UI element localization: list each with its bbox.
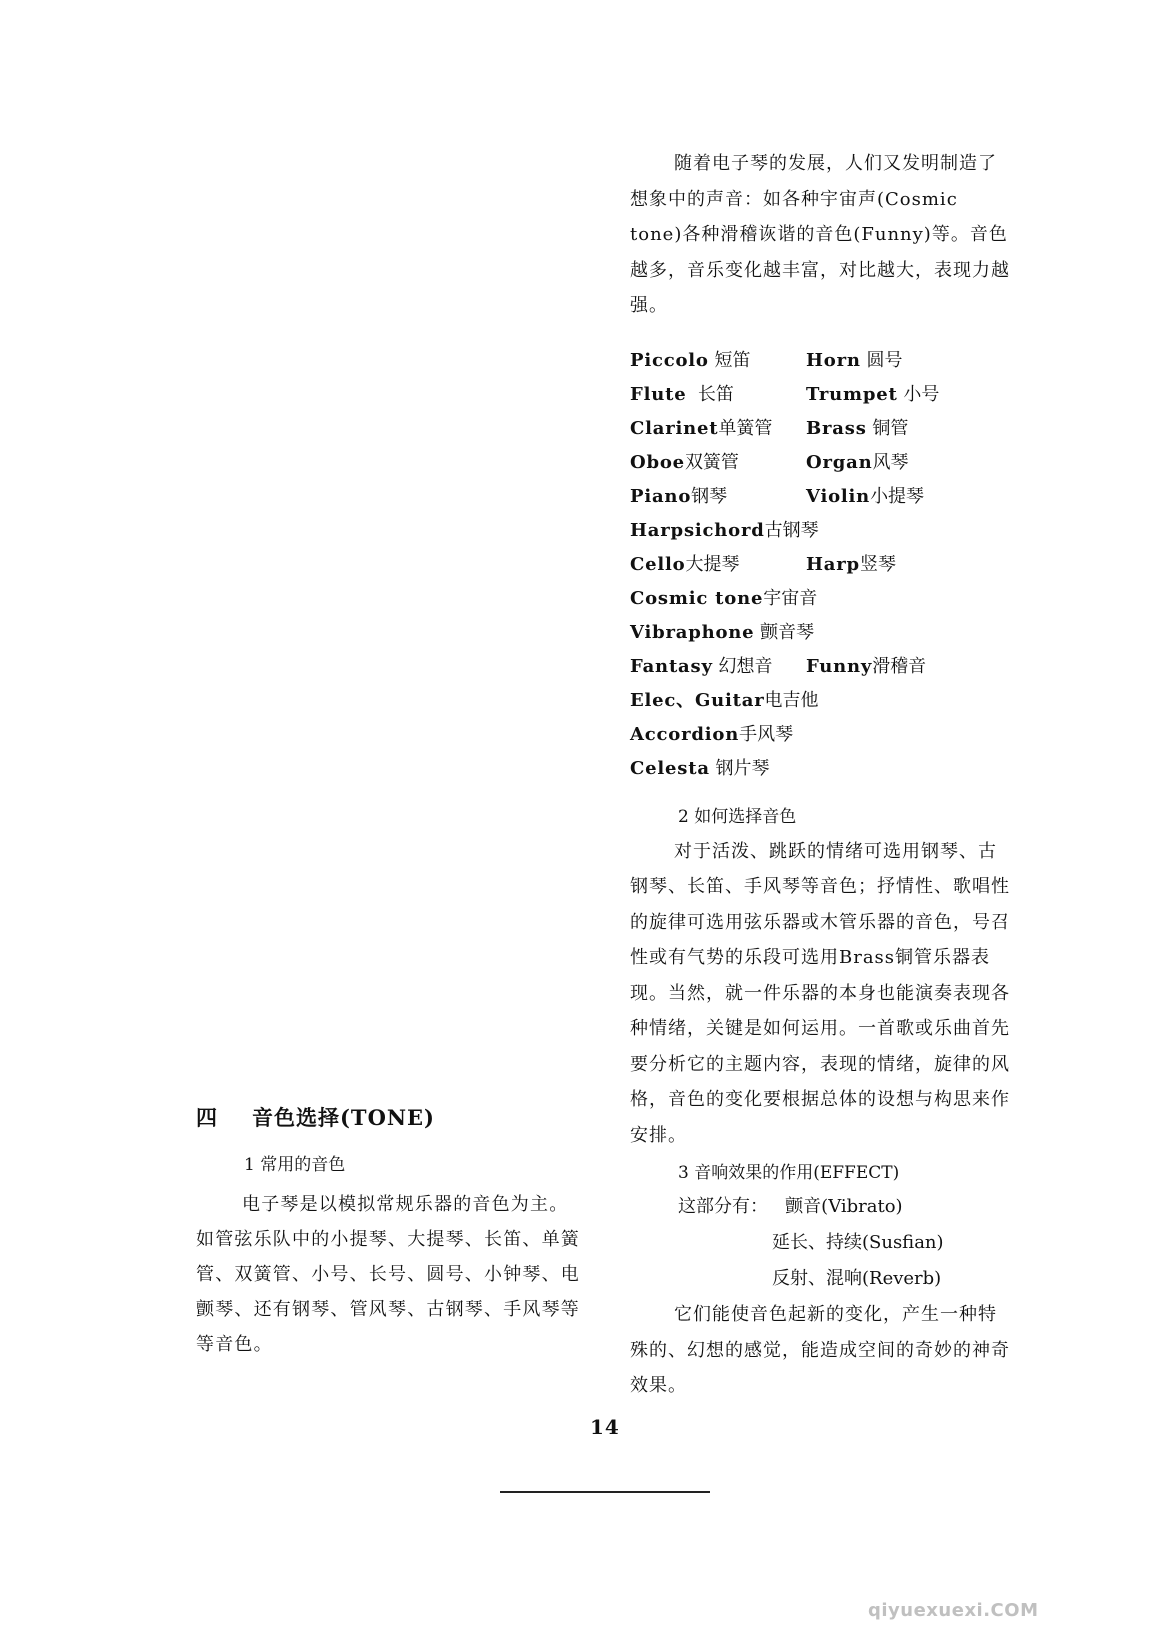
instrument-name-en: Funny	[806, 655, 873, 677]
effect-vibrato: 颤音(Vibrato)	[785, 1196, 903, 1217]
instrument-cell	[630, 482, 806, 508]
instrument-name-en: Harpsichord	[630, 519, 765, 541]
instrument-name-zh: 钢片琴	[709, 757, 770, 779]
subsection-heading-3: 3 音响效果的作用(EFFECT)	[678, 1163, 900, 1183]
instrument-name-zh: 钢琴	[691, 485, 728, 507]
page-number: 14	[590, 1415, 620, 1439]
instrument-name-zh: 短笛	[708, 349, 751, 371]
instrument-cell	[806, 652, 926, 678]
instrument-cell	[630, 618, 814, 644]
instrument-name-zh: 竖琴	[859, 553, 896, 575]
paragraph-choose-tone-text: 对于活泼、跳跃的情绪可选用钢琴、古钢琴、长笛、手风琴等音色；抒情性、歌唱性的旋律可选用弦乐器或木管乐器的音色，号召性或有气势的乐段可选用Brass铜管乐器表现。当然，就一件乐器的本身也能演奏表现各种情绪，关键是如何运用。一首歌或乐曲首先要分析它的主题内容，表现的情绪，旋律的风格，音色的变化要根据总体的设想与构思来作安排。	[630, 840, 1010, 1146]
instrument-row	[630, 682, 1010, 716]
instrument-cell	[630, 584, 817, 610]
instrument-cell	[630, 720, 793, 746]
paragraph-intro-text: 随着电子琴的发展，人们又发明制造了想象中的声音：如各种宇宙声(Cosmic tone)各种滑稽诙谐的音色(Funny)等。音色越多，音乐变化越丰富，对比越大，表现力越强。	[630, 153, 1010, 316]
instrument-name-en: Cello	[630, 553, 686, 575]
instrument-name-zh: 古钢琴	[764, 519, 819, 541]
instrument-name-zh: 滑稽音	[872, 655, 927, 677]
instrument-cell	[630, 380, 806, 406]
instrument-name-en: Horn	[806, 349, 861, 371]
instrument-row	[630, 376, 1010, 410]
instrument-row	[630, 478, 1010, 512]
instrument-row	[630, 512, 1010, 546]
instrument-cell	[630, 754, 770, 780]
paragraph-intro	[630, 146, 1010, 324]
instrument-name-en: Trumpet	[806, 383, 898, 405]
site-watermark: qiyuexuexi.COM	[868, 1600, 1039, 1621]
instrument-row	[630, 648, 1010, 682]
instrument-name-zh: 小提琴	[870, 485, 925, 507]
instrument-row	[630, 750, 1010, 784]
instrument-cell	[806, 550, 896, 576]
instrument-name-en: Celesta	[630, 757, 710, 779]
instrument-cell	[630, 414, 806, 440]
section-title: 音色选择(TONE)	[252, 1105, 435, 1130]
instrument-row	[630, 614, 1010, 648]
instrument-name-zh: 宇宙音	[763, 587, 818, 609]
left-column	[196, 1102, 586, 1362]
instrument-cell	[630, 448, 806, 474]
effect-row-1	[678, 1189, 1010, 1225]
instrument-row	[630, 342, 1010, 376]
instrument-name-zh: 小号	[897, 383, 940, 405]
instrument-name-en: Fantasy	[630, 655, 713, 677]
instrument-cell	[806, 380, 939, 406]
instrument-name-en: Elec、Guitar	[630, 689, 765, 711]
instrument-cell	[630, 346, 806, 372]
instrument-cell	[630, 652, 806, 678]
effect-sustain: 延长、持续(Susfian)	[772, 1232, 944, 1253]
instrument-row	[630, 580, 1010, 614]
instrument-name-zh: 双簧管	[684, 451, 739, 473]
instrument-name-en: Brass	[806, 417, 867, 439]
instrument-name-en: Accordion	[630, 723, 740, 745]
instrument-name-zh: 铜管	[866, 417, 909, 439]
paragraph-effects-text: 它们能使音色起新的变化，产生一种特殊的、幻想的感觉，能造成空间的奇妙的神奇效果。	[630, 1304, 1010, 1396]
paragraph-choose-tone	[630, 834, 1010, 1154]
instrument-name-zh: 电吉他	[764, 689, 819, 711]
instrument-name-zh: 手风琴	[739, 723, 794, 745]
effect-lead: 这部分有：	[678, 1196, 768, 1217]
instrument-name-en: Oboe	[630, 451, 685, 473]
section-heading	[196, 1102, 586, 1132]
footer-rule	[500, 1491, 710, 1493]
instrument-list	[630, 342, 1010, 784]
instrument-row	[630, 444, 1010, 478]
subsection-heading-2: 2 如何选择音色	[678, 806, 797, 827]
effect-reverb: 反射、混响(Reverb)	[772, 1268, 942, 1289]
instrument-cell	[806, 448, 909, 474]
section-number: 四	[196, 1105, 218, 1130]
right-column	[630, 146, 1010, 1404]
instrument-row	[630, 546, 1010, 580]
instrument-name-en: Piano	[630, 485, 692, 507]
instrument-cell	[806, 482, 924, 508]
instrument-cell	[806, 346, 903, 372]
instrument-name-zh: 风琴	[872, 451, 909, 473]
instrument-cell	[806, 414, 908, 440]
instrument-name-en: Flute	[630, 383, 687, 405]
instrument-name-zh: 圆号	[860, 349, 903, 371]
instrument-name-en: Cosmic tone	[630, 587, 764, 609]
instrument-name-en: Vibraphone	[630, 621, 755, 643]
instrument-name-en: Piccolo	[630, 349, 709, 371]
paragraph-common-tones	[196, 1187, 586, 1362]
instrument-row	[630, 716, 1010, 750]
instrument-name-zh: 颤音琴	[754, 621, 815, 643]
paragraph-effects	[630, 1297, 1010, 1404]
instrument-name-en: Clarinet	[630, 417, 719, 439]
instrument-row	[630, 410, 1010, 444]
instrument-name-en: Organ	[806, 451, 873, 473]
instrument-name-zh: 单簧管	[718, 417, 773, 439]
instrument-cell	[630, 516, 819, 542]
instrument-cell	[630, 686, 819, 712]
instrument-name-zh: 幻想音	[712, 655, 779, 677]
subsection-heading-1: 1 常用的音色	[244, 1155, 346, 1175]
instrument-name-zh: 大提琴	[685, 553, 740, 575]
instrument-name-en: Harp	[806, 553, 860, 575]
instrument-cell	[630, 550, 806, 576]
instrument-name-en: Violin	[806, 485, 871, 507]
paragraph-common-tones-text: 电子琴是以模拟常规乐器的音色为主。如管弦乐队中的小提琴、大提琴、长笛、单簧管、双簧管、小号、长号、圆号、小钟琴、电颤琴、还有钢琴、管风琴、古钢琴、手风琴等等音色。	[196, 1194, 580, 1355]
instrument-name-zh: 长笛	[686, 383, 734, 405]
